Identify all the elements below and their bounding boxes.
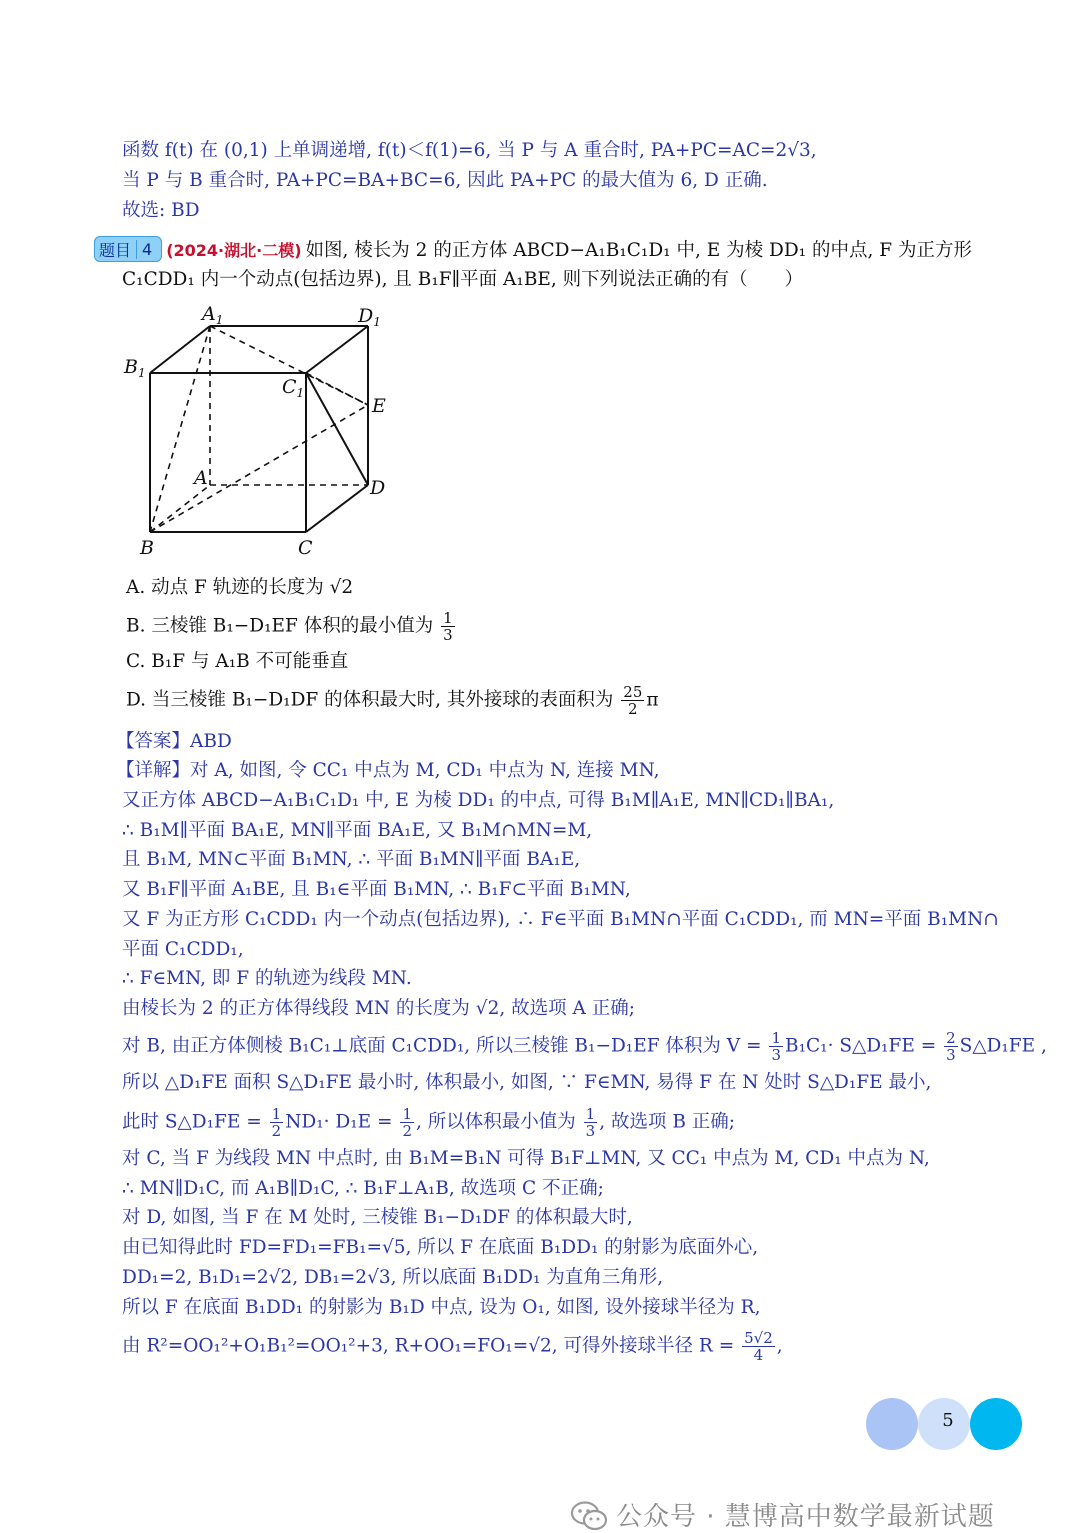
edge-c-d: [306, 485, 368, 532]
solution-line-15: 对 D, 如图, 当 F 在 M 处时, 三棱锥 B₁−D₁DF 的体积最大时,: [122, 1207, 633, 1228]
solution-line-9: 由棱长为 2 的正方体得线段 MN 的长度为 √2, 故选项 A 正确;: [122, 998, 635, 1019]
page-circle-left: [866, 1398, 918, 1450]
answer-label: 【答案】ABD: [116, 731, 232, 752]
solution-line-5: 又 B₁F∥平面 A₁BE, 且 B₁∈平面 B₁MN, ∴ B₁F⊂平面 B₁MN,: [122, 879, 631, 900]
question-header: [94, 236, 972, 262]
page-circle-right: [970, 1398, 1022, 1450]
solution-line-16: 由已知得此时 FD=FD₁=FB₁=√5, 所以 F 在底面 B₁DD₁ 的射影为底面外心,: [122, 1237, 759, 1258]
cube-figure: [110, 300, 410, 562]
label-b1: $B_1$: [124, 356, 146, 380]
solution-line-13: 对 C, 当 F 为线段 MN 中点时, 由 B₁M=B₁N 可得 B₁F⊥MN, 又 CC₁ 中点为 M, CD₁ 中点为 N,: [122, 1148, 930, 1169]
solution-line-1: 【详解】对 A, 如图, 令 CC₁ 中点为 M, CD₁ 中点为 N, 连接 MN,: [116, 760, 660, 781]
option-a: A. 动点 F 轨迹的长度为 √2: [126, 577, 354, 598]
solution-line-10: 对 B, 由正方体侧棱 B₁C₁⊥底面 C₁CDD₁, 所以三棱锥 B₁−D₁EF 体积为 V = $\frac{1}{3}$ B₁C₁· S△D₁FE = $\frac{2}{3}$ S△D₁FE ,: [122, 1029, 1047, 1064]
solution-line-18: 所以 F 在底面 B₁DD₁ 的射影为 B₁D 中点, 设为 O₁, 如图, 设外接球半径为 R,: [122, 1297, 761, 1318]
solution-line-19: 由 R²=OO₁²+O₁B₁²=OO₁²+3, R+OO₁=FO₁=√2, 可得外接球半径 R = $\frac{5√2}{4}$ ,: [122, 1329, 783, 1364]
label-d: D: [370, 477, 386, 499]
label-a: A: [194, 467, 208, 489]
option-d-fraction: $\frac{25}{2}$: [623, 683, 643, 718]
label-c1: $C_1$: [282, 376, 305, 400]
question-line-2: C₁CDD₁ 内一个动点(包括边界), 且 B₁F∥平面 A₁BE, 则下列说法正确的有（ ）: [122, 269, 804, 290]
edge-b1-a1: [150, 326, 210, 373]
edge-b-a-hidden: [150, 485, 210, 532]
question-tag-label: 题目: [99, 240, 132, 260]
edge-c1-d1: [306, 326, 368, 373]
wechat-icon: [570, 1500, 610, 1532]
page-number: 5: [942, 1410, 954, 1431]
label-a1: $A_1$: [202, 303, 224, 327]
question-tag: [94, 236, 162, 262]
option-c: C. B₁F 与 A₁B 不可能垂直: [126, 651, 349, 672]
edge-a1-b-hidden: [150, 326, 210, 532]
solution-line-17: DD₁=2, B₁D₁=2√2, DB₁=2√3, 所以底面 B₁DD₁ 为直角三角形,: [122, 1267, 664, 1288]
question-line-1: 如图, 棱长为 2 的正方体 ABCD−A₁B₁C₁D₁ 中, E 为棱 DD₁ 的中点, F 为正方形: [305, 240, 972, 261]
prev-solution-line-1: 函数 f(t) 在 (0,1) 上单调递增, f(t)＜f(1)=6, 当 P 与 A 重合时, PA+PC=AC=2√3,: [122, 140, 817, 161]
option-b-fraction: $\frac{1}{3}$: [443, 609, 453, 644]
label-c: C: [298, 537, 313, 559]
solution-line-2: 又正方体 ABCD−A₁B₁C₁D₁ 中, E 为棱 DD₁ 的中点, 可得 B₁M∥A₁E, MN∥CD₁∥BA₁,: [122, 790, 835, 811]
prev-solution-line-2: 当 P 与 B 重合时, PA+PC=BA+BC=6, 因此 PA+PC 的最大值为 6, D 正确.: [122, 170, 768, 191]
solution-line-3: ∴ B₁M∥平面 BA₁E, MN∥平面 BA₁E, 又 B₁M∩MN=M,: [122, 820, 593, 841]
label-b: B: [140, 537, 154, 559]
solution-line-8: ∴ F∈MN, 即 F 的轨迹为线段 MN.: [122, 968, 412, 989]
solution-line-6: 又 F 为正方形 C₁CDD₁ 内一个动点(包括边界), ∴ F∈平面 B₁MN∩平面 C₁CDD₁, 而 MN=平面 B₁MN∩: [122, 909, 999, 930]
label-e: E: [372, 395, 386, 417]
prev-solution-line-3: 故选: BD: [122, 200, 200, 221]
question-tag-number: 4: [136, 240, 157, 259]
solution-line-11: 所以 △D₁FE 面积 S△D₁FE 最小时, 体积最小, 如图, ∵ F∈MN, 易得 F 在 N 处时 S△D₁FE 最小,: [122, 1072, 932, 1093]
footer-watermark-text: 公众号 · 慧博高中数学最新试题: [616, 1502, 995, 1532]
solution-line-7: 平面 C₁CDD₁,: [122, 939, 244, 960]
solution-line-14: ∴ MN∥D₁C, 而 A₁B∥D₁C, ∴ B₁F⊥A₁B, 故选项 C 不正确;: [122, 1178, 604, 1199]
option-b: B. 三棱锥 B₁−D₁EF 体积的最小值为 $\frac{1}{3}$: [126, 609, 453, 644]
option-d: D. 当三棱锥 B₁−D₁DF 的体积最大时, 其外接球的表面积为 $\frac{25}{2}$ π: [126, 683, 659, 718]
edge-b-e-hidden: [150, 405, 368, 532]
label-d1: $D_1$: [358, 305, 381, 329]
solution-line-4: 且 B₁M, MN⊂平面 B₁MN, ∴ 平面 B₁MN∥平面 BA₁E,: [122, 849, 581, 870]
question-source: (2024·湖北·二模): [166, 240, 302, 260]
solution-line-12: 此时 S△D₁FE = $\frac{1}{2}$ ND₁· D₁E = $\frac{1}{2}$ , 所以体积最小值为 $\frac{1}{3}$ , 故选项 B 正确;: [122, 1105, 736, 1140]
